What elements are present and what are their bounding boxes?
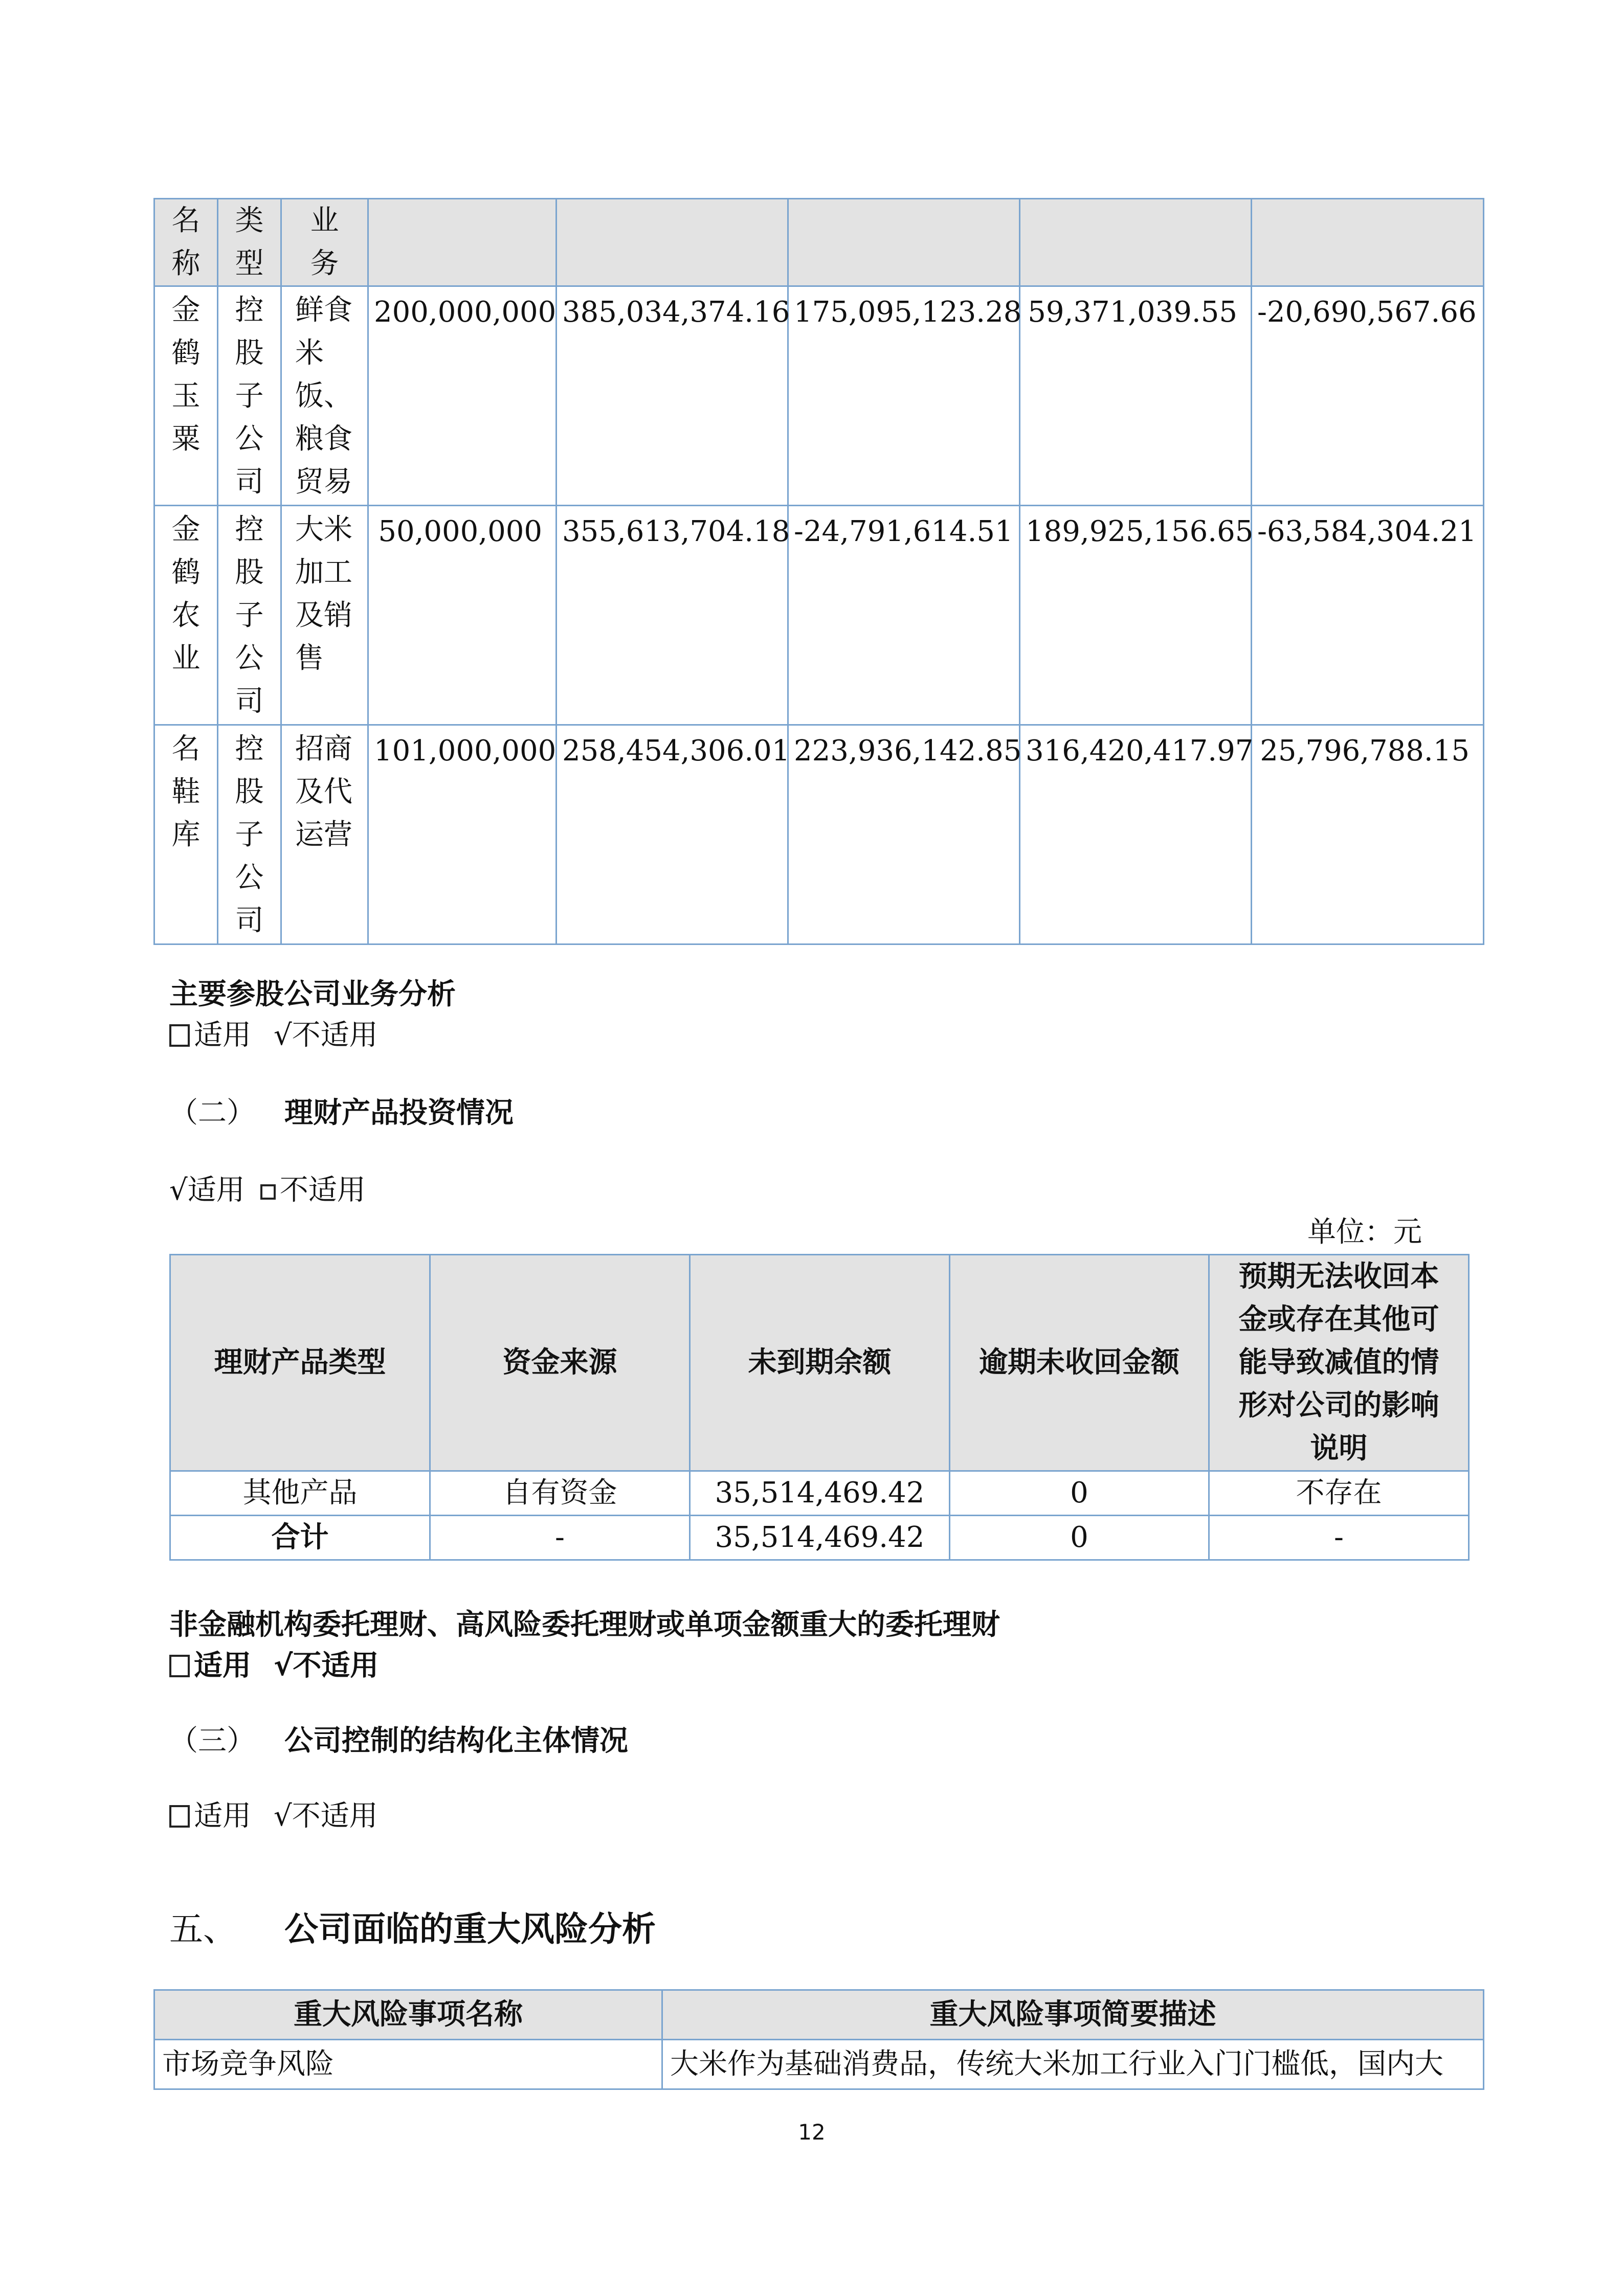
value-cell: 25,796,788.15: [1252, 725, 1484, 944]
cell: 0: [950, 1471, 1209, 1516]
value-cell: 59,371,039.55: [1020, 286, 1252, 506]
option-applicable: 适用: [194, 1019, 251, 1052]
section-number: （二）: [169, 1096, 255, 1130]
table-row: [154, 286, 1484, 506]
subsidiaries-table: [153, 198, 1484, 945]
participating-title: 主要参股公司业务分析: [169, 978, 456, 1011]
company-type: 控 股 子 公 司: [218, 286, 281, 506]
table-row: [154, 725, 1484, 944]
table-row: [154, 506, 1484, 725]
header-empty: [1020, 199, 1252, 286]
company-name: 金 鹤 农 业: [154, 506, 218, 725]
company-type: 控 股 子 公 司: [218, 506, 281, 725]
option-not-applicable: √不适用: [274, 1649, 379, 1682]
checkbox-icon: [169, 1805, 190, 1828]
company-type: 控 股 子 公 司: [218, 725, 281, 944]
value-cell: 175,095,123.28: [788, 286, 1020, 506]
value-cell: -24,791,614.51: [788, 506, 1020, 725]
value-cell: 200,000,000: [368, 286, 557, 506]
company-business: 大米 加工 及销 售: [281, 506, 368, 725]
option-applicable: √适用: [169, 1174, 245, 1207]
header-fund-source: 资金来源: [430, 1255, 690, 1471]
value-cell: 223,936,142.85: [788, 725, 1020, 944]
option-applicable: 适用: [194, 1799, 251, 1833]
wealth-table: [169, 1254, 1470, 1561]
header-type: 类 型: [218, 199, 281, 286]
page-number: 12: [798, 2120, 826, 2145]
value-cell: 355,613,704.18: [557, 506, 788, 725]
option-applicable: 适用: [194, 1649, 251, 1682]
cell: 其他产品: [170, 1471, 430, 1516]
header-business: 业 务: [281, 199, 368, 286]
header-risk-description: 重大风险事项简要描述: [662, 1990, 1484, 2040]
table-header-row: [170, 1255, 1469, 1471]
wealth-options: [169, 1170, 366, 1211]
cell: -: [430, 1516, 690, 1560]
section-number: （三）: [169, 1724, 255, 1758]
header-empty: [788, 199, 1020, 286]
header-empty: [368, 199, 557, 286]
header-product-type: 理财产品类型: [170, 1255, 430, 1471]
cell: 不存在: [1209, 1471, 1469, 1516]
table-header-row: [154, 1990, 1484, 2040]
header-overdue-amount: 逾期未收回金额: [950, 1255, 1209, 1471]
value-cell: -20,690,567.66: [1252, 286, 1484, 506]
section-title: 公司控制的结构化主体情况: [284, 1724, 628, 1758]
unit-label: 单位：元: [1307, 1215, 1422, 1249]
option-not-applicable: √不适用: [274, 1799, 378, 1833]
value-cell: 101,000,000: [368, 725, 557, 944]
header-risk-name: 重大风险事项名称: [154, 1990, 662, 2040]
section-number: 五、: [169, 1909, 237, 1949]
entrusted-title: 非金融机构委托理财、高风险委托理财或单项金额重大的委托理财: [169, 1608, 1000, 1641]
header-empty: [557, 199, 788, 286]
section-title: 公司面临的重大风险分析: [284, 1909, 656, 1949]
cell: 35,514,469.42: [690, 1516, 950, 1560]
checkbox-icon: [260, 1184, 276, 1200]
table-header-row: [154, 199, 1484, 286]
header-outstanding-balance: 未到期余额: [690, 1255, 950, 1471]
option-not-applicable: 不适用: [279, 1174, 366, 1207]
value-cell: -63,584,304.21: [1252, 506, 1484, 725]
header-impairment-note: 预期无法收回本 金或存在其他可 能导致减值的情 形对公司的影响 说明: [1209, 1255, 1469, 1471]
table-row: [170, 1471, 1469, 1516]
table-row: [154, 2040, 1484, 2089]
value-cell: 50,000,000: [368, 506, 557, 725]
table-row-total: [170, 1516, 1469, 1560]
cell: 0: [950, 1516, 1209, 1560]
value-cell: 189,925,156.65: [1020, 506, 1252, 725]
cell: 合计: [170, 1516, 430, 1560]
risk-name-cell: 市场竞争风险: [154, 2040, 662, 2089]
checkbox-icon: [169, 1024, 190, 1047]
value-cell: 385,034,374.16: [557, 286, 788, 506]
risk-table: [153, 1989, 1484, 2090]
participating-options: [169, 1015, 378, 1056]
structured-options: [169, 1796, 378, 1837]
header-name: 名 称: [154, 199, 218, 286]
company-business: 鲜食 米 饭、 粮食 贸易: [281, 286, 368, 506]
cell: 35,514,469.42: [690, 1471, 950, 1516]
company-name: 名 鞋 库: [154, 725, 218, 944]
cell: -: [1209, 1516, 1469, 1560]
option-not-applicable: √不适用: [274, 1019, 378, 1052]
value-cell: 316,420,417.97: [1020, 725, 1252, 944]
risk-description-cell: 大米作为基础消费品，传统大米加工行业入门门槛低，国内大: [662, 2040, 1484, 2089]
company-name: 金 鹤 玉 粟: [154, 286, 218, 506]
header-empty: [1252, 199, 1484, 286]
cell: 自有资金: [430, 1471, 690, 1516]
company-business: 招商 及代 运营: [281, 725, 368, 944]
entrusted-options: [169, 1646, 379, 1686]
checkbox-icon: [169, 1655, 190, 1677]
section-title: 理财产品投资情况: [284, 1096, 514, 1130]
value-cell: 258,454,306.01: [557, 725, 788, 944]
